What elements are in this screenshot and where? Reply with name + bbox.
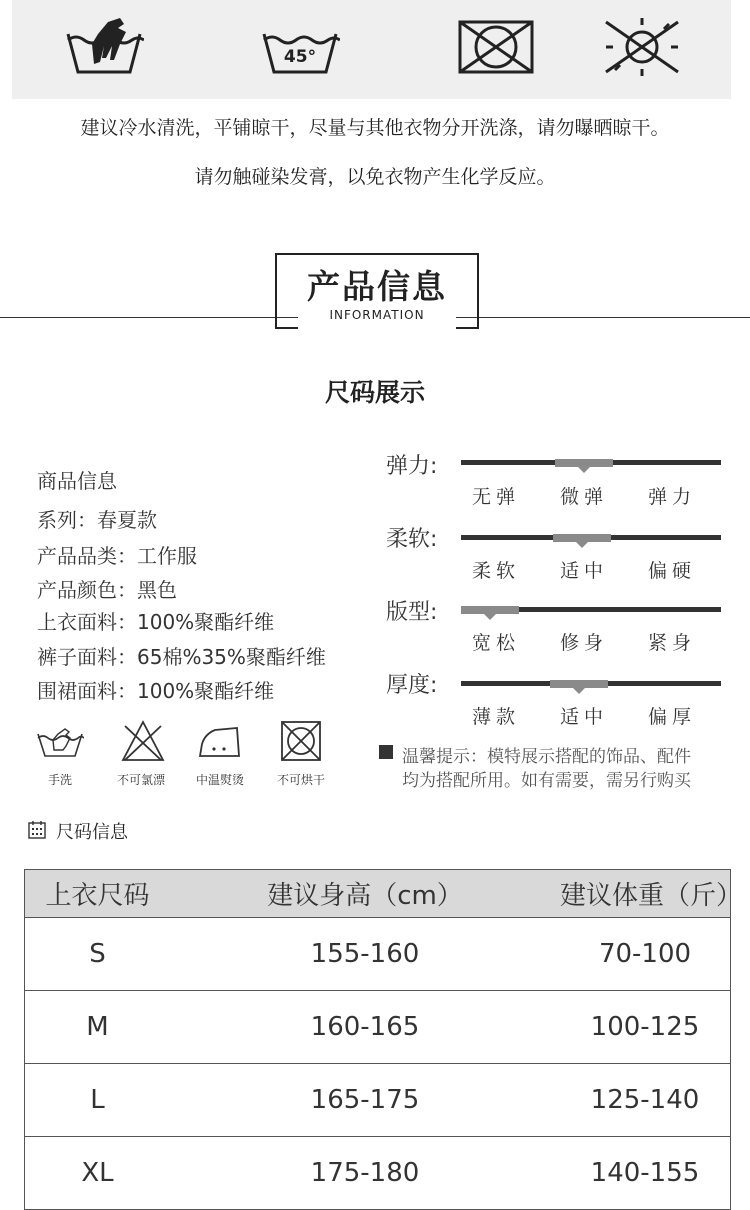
rating-bar — [461, 607, 721, 612]
table-header-cell: 建议体重（斤） — [560, 881, 743, 911]
no-tumble-dry-icon — [280, 720, 322, 762]
product-info-heading: 商品信息 — [37, 469, 117, 493]
table-row — [25, 1137, 730, 1210]
care-label: 中温熨烫 — [195, 773, 244, 787]
rating-option: 偏硬 — [648, 560, 697, 582]
table-header-cell: 建议身高（cm） — [267, 881, 463, 911]
size-display-heading: 尺码展示 — [324, 378, 425, 407]
section-title: 产品信息 — [307, 267, 447, 306]
rating-option: 紧身 — [648, 632, 697, 654]
iron-medium-icon — [197, 720, 243, 760]
rating-bar — [461, 681, 721, 686]
product-info-category: 产品品类：工作服 — [37, 544, 197, 568]
rating-option: 宽松 — [472, 632, 521, 654]
size-info-label: 尺码信息 — [56, 822, 128, 843]
tip-line-1: 温馨提示：模特展示搭配的饰品、配件 — [402, 747, 691, 767]
rating-option: 修身 — [560, 632, 609, 654]
rating-option: 微弹 — [560, 486, 609, 508]
rating-option: 无弹 — [472, 486, 521, 508]
product-info-color: 产品颜色：黑色 — [37, 578, 177, 602]
rating-option: 柔软 — [472, 560, 521, 582]
no-sun-dry-icon — [602, 14, 682, 76]
table-header-cell: 上衣尺码 — [45, 881, 150, 911]
hand-wash-icon — [36, 720, 84, 760]
table-row — [25, 991, 730, 1064]
table-cell: 175-180 — [310, 1158, 420, 1188]
table-cell: L — [90, 1085, 105, 1115]
rating-label: 弹力: — [386, 454, 438, 479]
rating-label: 厚度: — [386, 673, 438, 698]
table-row — [25, 1064, 730, 1137]
tip-bullet — [379, 745, 393, 759]
product-info-series: 系列：春夏款 — [37, 508, 157, 532]
table-row — [25, 918, 730, 991]
table-cell: 165-175 — [310, 1085, 420, 1115]
table-cell: XL — [81, 1158, 114, 1188]
rating-bar — [461, 535, 721, 540]
wash-45-icon — [260, 14, 340, 76]
rating-option: 弹力 — [648, 486, 697, 508]
rating-option: 适中 — [560, 560, 609, 582]
table-header-row — [25, 870, 743, 918]
calendar-grid-icon — [28, 821, 46, 839]
product-info-pants-fabric: 裤子面料：65棉%35%聚酯纤维 — [37, 645, 326, 669]
rating-marker — [461, 606, 519, 614]
table-cell: 160-165 — [310, 1012, 420, 1042]
care-label: 手洗 — [47, 773, 72, 787]
rating-option: 适中 — [560, 706, 609, 728]
table-cell: 140-155 — [590, 1158, 700, 1188]
rating-label: 版型: — [386, 600, 438, 625]
table-cell: 155-160 — [310, 939, 420, 969]
wash-temp-label: 45° — [283, 47, 317, 67]
rating-label: 柔软: — [386, 527, 438, 552]
table-cell: 100-125 — [590, 1012, 700, 1042]
rating-bar — [461, 460, 721, 465]
no-tumble-dry-icon — [456, 14, 536, 76]
table-cell: 70-100 — [598, 939, 692, 969]
product-info-apron-fabric: 围裙面料：100%聚酯纤维 — [37, 679, 275, 703]
care-notice-line-1: 建议冷水清洗，平铺晾干，尽量与其他衣物分开洗涤，请勿曝晒晾干。 — [80, 117, 670, 139]
no-bleach-icon — [121, 720, 165, 762]
hand-wash-icon — [64, 14, 144, 76]
tip-line-2: 均为搭配所用。如有需要，需另行购买 — [402, 771, 691, 791]
table-cell: M — [86, 1012, 109, 1042]
table-cell: S — [89, 939, 106, 969]
section-subtitle: INFORMATION — [329, 308, 425, 322]
rating-option: 偏厚 — [648, 706, 697, 728]
care-notice-line-2: 请勿触碰染发膏，以免衣物产生化学反应。 — [194, 166, 556, 188]
rating-option: 薄款 — [472, 706, 521, 728]
product-info-top-fabric: 上衣面料：100%聚酯纤维 — [37, 610, 275, 634]
rating-marker — [553, 534, 611, 542]
rating-marker — [550, 680, 608, 688]
table-cell: 125-140 — [590, 1085, 700, 1115]
care-banner — [12, 0, 731, 99]
care-label: 不可烘干 — [276, 773, 325, 787]
care-label: 不可氯漂 — [116, 773, 165, 787]
rating-marker — [555, 459, 613, 467]
